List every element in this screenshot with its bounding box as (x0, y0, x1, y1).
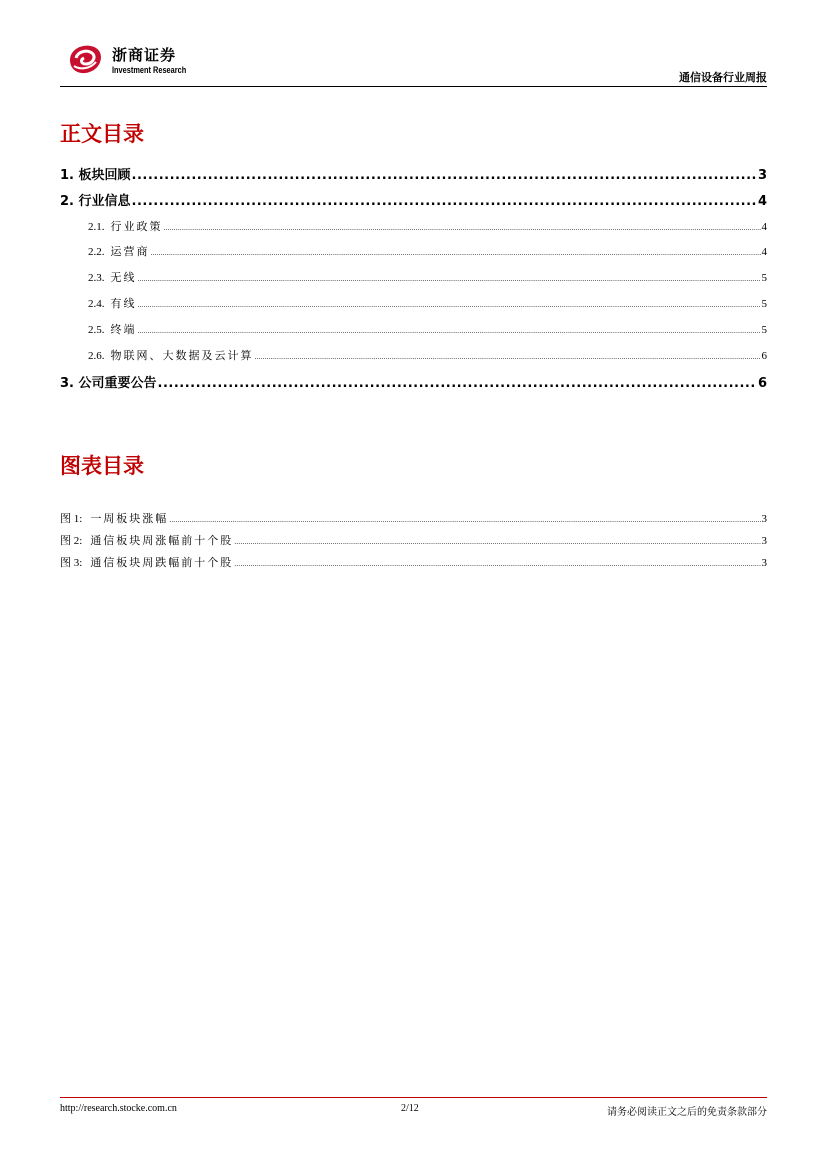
toc-subentry-number: 2.2. (88, 246, 105, 258)
toc-subentry-number: 2.5. (88, 324, 105, 336)
toc-entry-title: 板块回顾 (78, 168, 131, 183)
toc-entry-number: 1. (60, 168, 74, 183)
toc-subentry[interactable] (88, 321, 767, 339)
toc-subentry-title: 运营商 (110, 245, 150, 258)
toc-subentry-page: 6 (761, 350, 767, 362)
toc-subentry[interactable] (88, 347, 767, 365)
toc-subentry-page: 4 (761, 246, 767, 258)
toc-subentry-title: 无线 (110, 271, 137, 284)
toc-entry-title: 行业信息 (78, 194, 131, 209)
dot-leader (158, 376, 757, 391)
toc-subentry-page: 5 (761, 298, 767, 310)
toc-entry[interactable] (60, 164, 767, 186)
figure-entry-page: 3 (761, 535, 767, 547)
dot-leader (132, 168, 757, 183)
toc-subentry[interactable] (88, 243, 767, 261)
toc-subentry-title: 有线 (110, 297, 137, 310)
toc-entry-page: 3 (757, 168, 767, 183)
page-header (60, 40, 767, 88)
figure-entry[interactable] (60, 510, 767, 528)
dot-leader (138, 301, 761, 309)
toc-subentry-page: 5 (761, 272, 767, 284)
dot-leader (234, 560, 760, 568)
figures-title: 图表目录 (60, 454, 144, 478)
dot-leader (132, 194, 757, 209)
toc-title: 正文目录 (60, 122, 144, 146)
toc-subentry-number: 2.1. (88, 221, 105, 233)
figure-entry-number: 图 3: (60, 557, 83, 569)
toc-entry-page: 6 (757, 376, 767, 391)
figure-entry[interactable] (60, 554, 767, 572)
dot-leader (169, 516, 760, 524)
toc-subentry-page: 4 (761, 221, 767, 233)
toc-subentry-title: 终端 (110, 323, 137, 336)
toc-subentry[interactable] (88, 295, 767, 313)
logo-english-text: Investment Research (112, 65, 187, 75)
page-number: 2/12 (401, 1103, 419, 1114)
toc-subentry-page: 5 (761, 324, 767, 336)
toc-entry-number: 3. (60, 376, 74, 391)
dot-leader (164, 224, 761, 232)
toc-subentry-number: 2.4. (88, 298, 105, 310)
toc-subentry[interactable] (88, 218, 767, 236)
figure-entry-number: 图 1: (60, 513, 83, 525)
toc-entry[interactable] (60, 190, 767, 212)
figure-entry[interactable] (60, 532, 767, 550)
figure-entry-number: 图 2: (60, 535, 83, 547)
figure-entry-page: 3 (761, 557, 767, 569)
figure-entry-title: 通信板块周涨幅前十个股 (90, 534, 234, 547)
footer-divider (60, 1097, 767, 1098)
dot-leader (234, 538, 760, 546)
dot-leader (138, 275, 761, 283)
toc-subentry[interactable] (88, 269, 767, 287)
toc-subentry-title: 行业政策 (110, 220, 163, 233)
toc-subentry-number: 2.3. (88, 272, 105, 284)
dot-leader (151, 249, 761, 257)
report-type: 通信设备行业周报 (679, 71, 767, 84)
figure-entry-title: 一周板块涨幅 (90, 512, 169, 525)
dot-leader (255, 353, 761, 361)
figure-entry-title: 通信板块周跌幅前十个股 (90, 556, 234, 569)
toc-entry-number: 2. (60, 194, 74, 209)
logo-chinese-text: 浙商证券 (112, 46, 177, 64)
footer-url[interactable]: http://research.stocke.com.cn (60, 1103, 177, 1114)
disclaimer-note: 请务必阅读正文之后的免责条款部分 (607, 1107, 767, 1118)
figure-entry-page: 3 (761, 513, 767, 525)
zheshang-logo-icon (66, 42, 104, 76)
toc-entry-page: 4 (757, 194, 767, 209)
header-divider (60, 86, 767, 87)
dot-leader (138, 327, 761, 335)
toc-entry-title: 公司重要公告 (78, 376, 157, 391)
toc-subentry-title: 物联网、大数据及云计算 (110, 349, 254, 362)
toc-subentry-number: 2.6. (88, 350, 105, 362)
toc-entry[interactable] (60, 372, 767, 394)
